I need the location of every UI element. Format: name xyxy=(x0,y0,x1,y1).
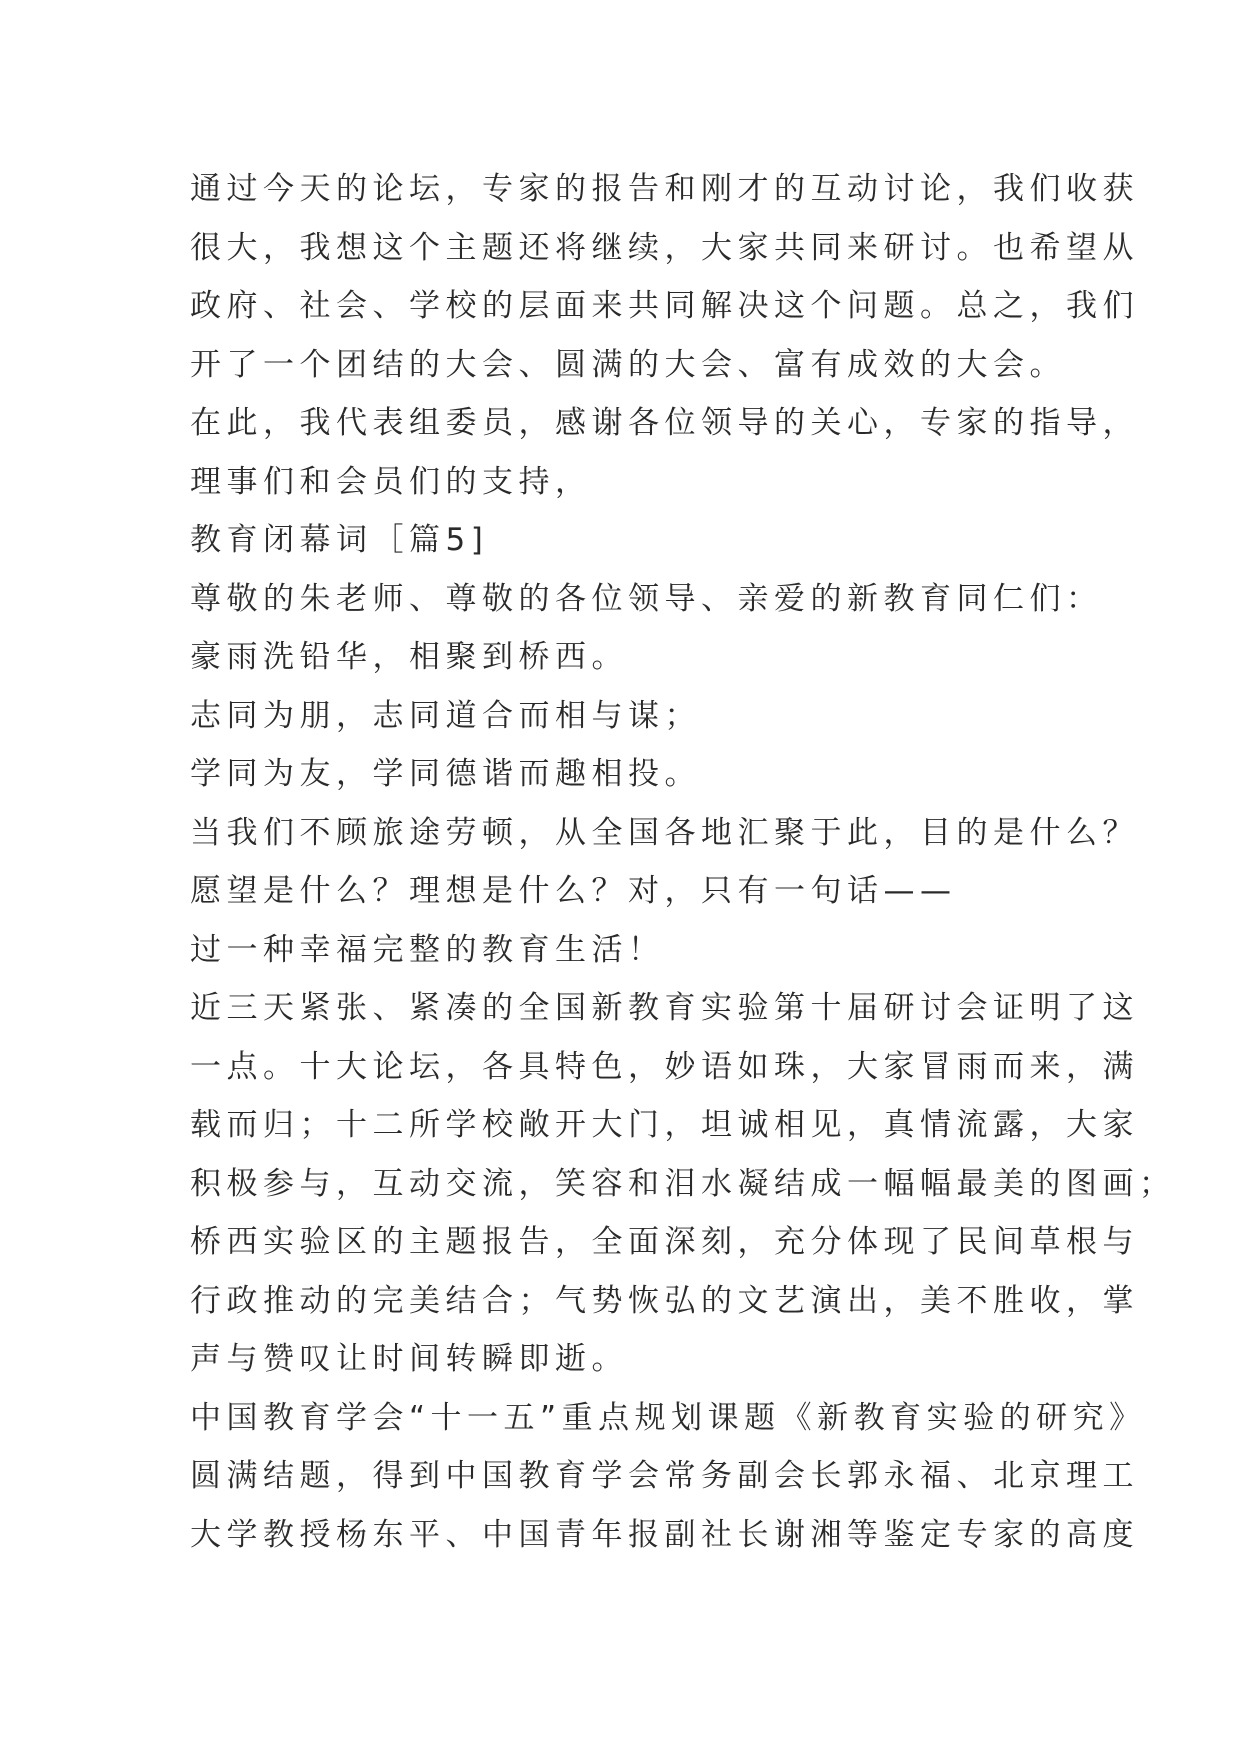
text-line: 在此，我代表组委员，感谢各位领导的关心，专家的指导， xyxy=(190,405,1139,441)
text-line: 大学教授杨东平、中国青年报副社长谢湘等鉴定专家的高度 xyxy=(190,1516,1139,1553)
text-line: 尊敬的朱老师、尊敬的各位领导、亲爱的新教育同仁们： xyxy=(190,580,1103,617)
text-line: 志同为朋，志同道合而相与谋； xyxy=(190,697,701,734)
section-heading: 教育闭幕词［篇5] xyxy=(190,522,489,558)
text-line: 通过今天的论坛，专家的报告和刚才的互动讨论，我们收获 xyxy=(190,171,1139,207)
text-line: 载而归；十二所学校敞开大门，坦诚相见，真情流露，大家 xyxy=(190,1107,1139,1143)
document-body xyxy=(190,160,1176,1564)
text-line: 近三天紧张、紧凑的全国新教育实验第十届研讨会证明了这 xyxy=(190,990,1139,1026)
text-line: 过一种幸福完整的教育生活！ xyxy=(190,931,665,968)
text-line: 中国教育学会“十一五”重点规划课题《新教育实验的研究》 xyxy=(190,1399,1146,1436)
text-line: 很大，我想这个主题还将继续，大家共同来研讨。也希望从 xyxy=(190,229,1139,266)
text-line: 圆满结题，得到中国教育学会常务副会长郭永福、北京理工 xyxy=(190,1458,1139,1494)
text-line: 理事们和会员们的支持， xyxy=(190,463,592,500)
text-line: 学同为友，学同德谐而趣相投。 xyxy=(190,756,701,792)
text-line: 积极参与，互动交流，笑容和泪水凝结成一幅幅最美的图画； xyxy=(190,1165,1176,1202)
text-line: 政府、社会、学校的层面来共同解决这个问题。总之，我们 xyxy=(190,288,1139,324)
text-line: 桥西实验区的主题报告，全面深刻，充分体现了民间草根与 xyxy=(190,1224,1139,1260)
text-line: 豪雨洗铅华，相聚到桥西。 xyxy=(190,639,628,675)
text-line: 愿望是什么？理想是什么？对，只有一句话—— xyxy=(190,873,957,909)
text-line: 一点。十大论坛，各具特色，妙语如珠，大家冒雨而来，满 xyxy=(190,1048,1139,1085)
text-line: 声与赞叹让时间转瞬即逝。 xyxy=(190,1341,628,1377)
text-line: 当我们不顾旅途劳顿，从全国各地汇聚于此，目的是什么？ xyxy=(190,814,1139,851)
text-line: 行政推动的完美结合；气势恢弘的文艺演出，美不胜收，掌 xyxy=(190,1282,1139,1319)
text-line: 开了一个团结的大会、圆满的大会、富有成效的大会。 xyxy=(190,346,1066,383)
